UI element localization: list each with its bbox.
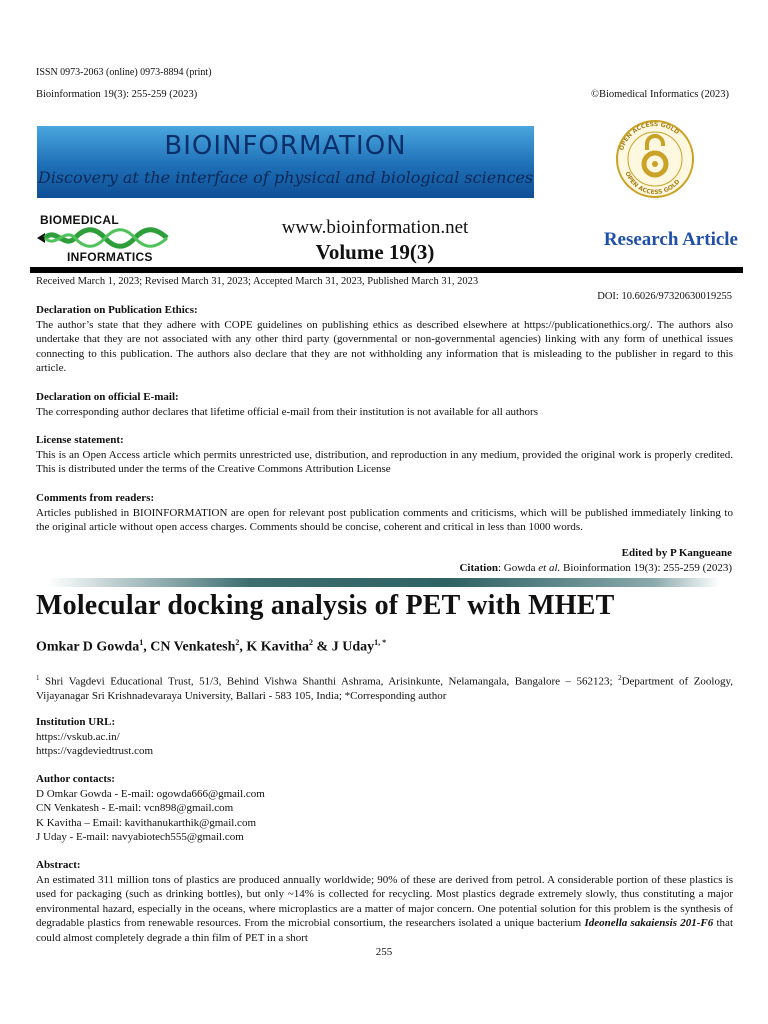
- abstract-heading: Abstract:: [36, 859, 81, 871]
- volume-label: Volume 19(3): [315, 240, 435, 264]
- abstract-text-part: that could almost completely degrade a thin film of PET in a short: [36, 917, 733, 944]
- license-heading: License statement:: [36, 434, 124, 447]
- banner-title: BIOINFORMATION: [164, 131, 407, 161]
- comments-heading: Comments from readers:: [36, 491, 155, 504]
- author-separator: ,: [239, 639, 247, 655]
- author-separator: ,: [143, 639, 151, 655]
- open-access-icon: [610, 117, 700, 201]
- article-type: Research Article: [603, 229, 738, 250]
- journal-issue: Bioinformation 19(3): 255-259 (2023): [36, 89, 198, 100]
- doi[interactable]: DOI: 10.6026/97320630019255: [597, 291, 732, 302]
- declaration-ethics-text: The author’s state that they adhere with COPE guidelines on publishing ethics as described elsewhere at https://publicationethics.org/. The authors also undertake that they are not associated with any other third party (governmental or non-governmental agencies) linking with any form of unethical issues connecting to this publication. The authors also declare that they are not withholding any information that is misleading to the publisher in regard to this article.: [36, 318, 733, 375]
- author-affiliation-mark: 1: [139, 638, 144, 647]
- section-divider: [48, 578, 720, 587]
- institution-url[interactable]: https://vagdeviedtrust.com: [36, 745, 154, 758]
- dna-wave-icon: [37, 227, 177, 249]
- author-affiliation-mark: 2: [235, 638, 240, 647]
- author-affiliation-mark: 2: [309, 638, 314, 647]
- citation: [300, 562, 732, 574]
- declaration-ethics-heading: Declaration on Publication Ethics:: [36, 304, 198, 316]
- open-access-gold-logo: [610, 117, 700, 201]
- declaration-email-text: The corresponding author declares that lifetime official e-mail from their institution is not available for all authors: [36, 405, 538, 418]
- logo-line-1: BIOMEDICAL: [40, 213, 119, 227]
- publication-dates: Received March 1, 2023; Revised March 31, 2023; Accepted March 31, 2023, Published March 31, 2023: [36, 276, 479, 287]
- author-name: CN Venkatesh: [150, 639, 236, 655]
- declaration-email-heading: Declaration on official E-mail:: [36, 390, 179, 403]
- biomedical-informatics-logo: [37, 213, 177, 265]
- journal-banner: [37, 126, 534, 198]
- author-name: Omkar D Gowda: [36, 639, 140, 655]
- contacts-block: [36, 772, 436, 845]
- institution-url[interactable]: https://vskub.ac.in/: [36, 730, 120, 743]
- edited-by: Edited by P Kangueane: [621, 547, 732, 559]
- abstract-text: [36, 873, 733, 946]
- abstract-text-part: An estimated 311 million tons of plastics are produced annually worldwide; 90% of these are derived from petrol. A considerable portion of these plastics is used for packaging (such as drinking bottles), but only ~14% is collected for recycling. Most plastics degrade extremely slowly, thus constituting a major environmental hazard, especially in the oceans, where microplastics are a matter of major concern. One potential solution for this problem is the synthesis of degradable plastics from renewable resources. From the microbial consortium, the researchers isolated a unique bacterium: [36, 873, 733, 930]
- affiliation-text: Shri Vagdevi Educational Trust, 51/3, Behind Vishwa Shanthi Ashrama, Arisinkunte, Nelamangala, Bangalore – 562123;: [39, 675, 619, 688]
- author-list: [36, 638, 386, 656]
- author-affiliation-mark: 1, *: [374, 638, 387, 647]
- article-title: Molecular docking analysis of PET with MHET: [36, 590, 615, 621]
- declarations-block: [36, 303, 733, 535]
- contact-line: K Kavitha – Email: kavithanukarthik@gmail.com: [36, 816, 256, 829]
- author-name: J Uday: [331, 639, 375, 655]
- comments-text: Articles published in BIOINFORMATION are open for relevant post publication comments and criticisms, which will be published immediately linking to the original article without open access charges. Comments should be concise, coherent and critical in less than 1000 words.: [36, 506, 733, 534]
- author-separator: &: [313, 639, 332, 655]
- contact-line: J Uday - E-mail: navyabiotech555@gmail.com: [36, 831, 244, 844]
- author-name: K Kavitha: [246, 639, 310, 655]
- license-text: This is an Open Access article which permits unrestricted use, distribution, and reproduction in any medium, provided the original work is properly credited. This is distributed under the terms of the Creative Commons Attribution License: [36, 448, 733, 476]
- copyright: ©Biomedical Informatics (2023): [590, 89, 729, 100]
- citation-etal: et al.: [538, 562, 561, 574]
- journal-website[interactable]: www.bioinformation.net: [281, 217, 469, 238]
- logo-line-2: INFORMATICS: [67, 250, 153, 264]
- svg-text:OPEN ACCESS GOLD: OPEN ACCESS GOLD: [618, 120, 681, 152]
- affiliation-text: Department of Zoology, Vijayanagar Sri Krishnadevaraya University, Ballari - 583 105, India; *Corresponding author: [36, 675, 733, 703]
- contacts-heading: Author contacts:: [36, 773, 115, 785]
- abstract-block: [36, 858, 733, 946]
- svg-text:OPEN ACCESS GOLD: OPEN ACCESS GOLD: [623, 170, 682, 197]
- contact-line: CN Venkatesh - E-mail: vcn898@gmail.com: [36, 802, 234, 815]
- issn-line: ISSN 0973-2063 (online) 0973-8894 (print): [36, 67, 212, 78]
- citation-suffix: Bioinformation 19(3): 255-259 (2023): [560, 562, 732, 574]
- citation-prefix: : Gowda: [497, 562, 539, 574]
- affiliation-mark: 2: [618, 674, 622, 682]
- citation-label: Citation: [459, 562, 498, 574]
- contact-line: D Omkar Gowda - E-mail: ogowda666@gmail.com: [36, 787, 265, 800]
- abstract-species: Ideonella sakaiensis 201-F6: [584, 917, 714, 930]
- affiliations: [36, 671, 733, 704]
- header-rule: [30, 267, 743, 273]
- institution-block: [36, 715, 436, 759]
- institution-heading: Institution URL:: [36, 716, 116, 728]
- page-number: 255: [375, 946, 393, 958]
- banner-tagline: Discovery at the interface of physical and biological sciences: [37, 168, 534, 187]
- affiliation-mark: 1: [36, 674, 40, 682]
